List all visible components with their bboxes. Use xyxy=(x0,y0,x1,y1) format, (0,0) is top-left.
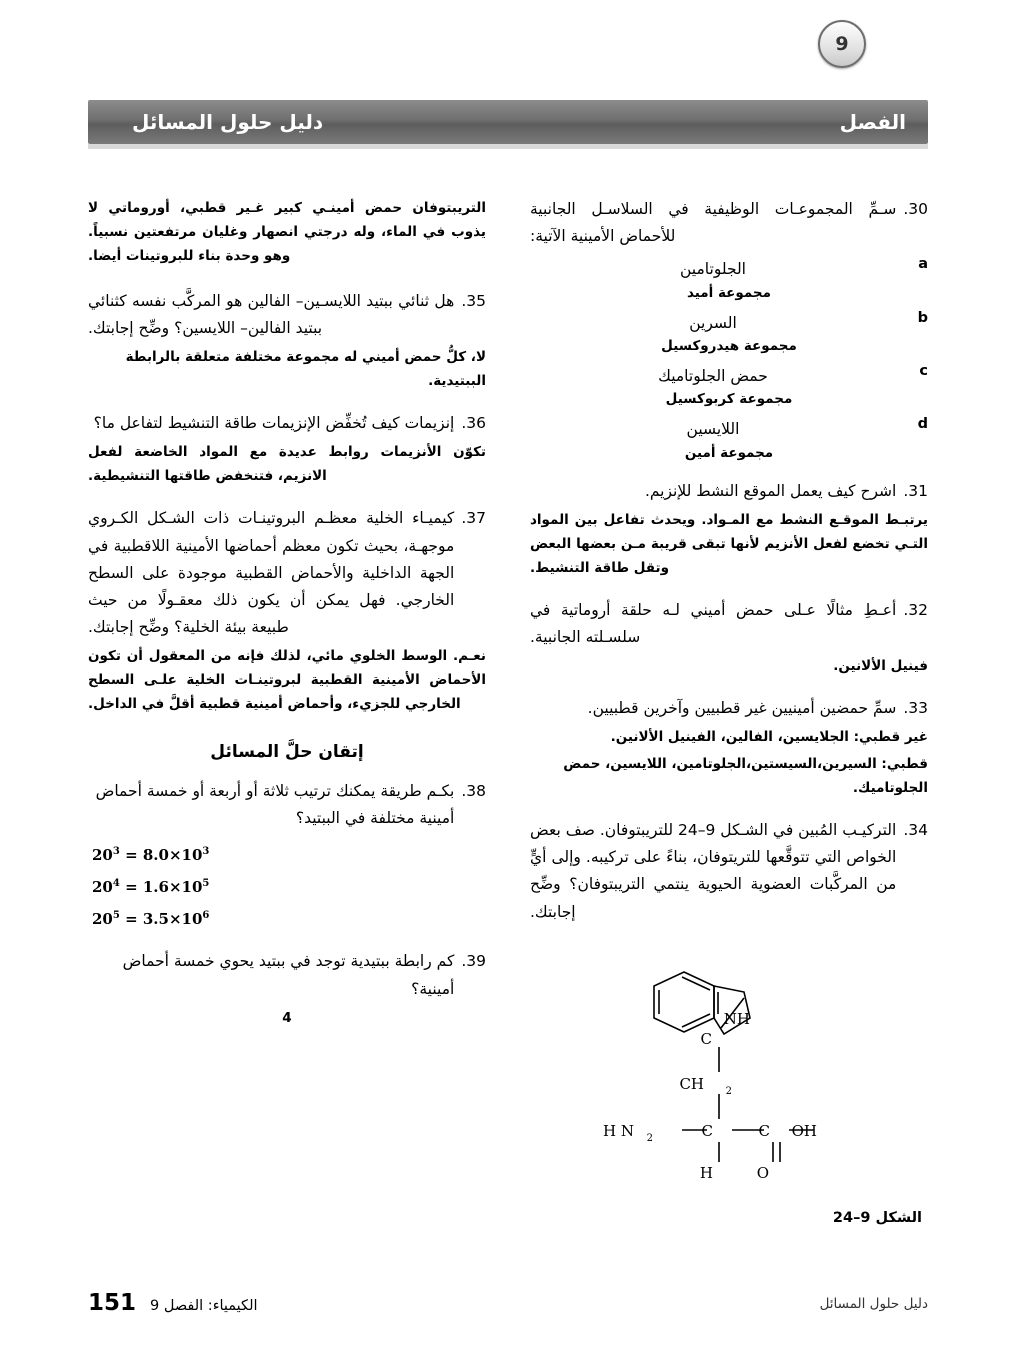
label-h: H xyxy=(699,1163,713,1182)
equation-row-3 xyxy=(92,910,486,928)
eq-exp: 3 xyxy=(112,846,120,858)
section-heading: إتقان حلَّ المسائل xyxy=(210,742,364,763)
eq-base: 20 xyxy=(92,878,113,897)
question-number: 39. xyxy=(461,952,486,971)
question-32 xyxy=(530,597,928,678)
subitem-d xyxy=(530,416,928,442)
answer-line-2: قطبي: السيرين،السيستين،الجلوتامين، اللايسين، حمض الجلوتاميك. xyxy=(563,756,928,797)
label-c-carbonyl: C xyxy=(758,1121,770,1140)
eq-exp: 4 xyxy=(112,878,120,890)
question-33 xyxy=(530,695,928,800)
question-number: 36. xyxy=(461,414,486,433)
label-nh: NH xyxy=(723,1009,750,1028)
chapter-number-badge: 9 xyxy=(818,20,866,68)
question-number: 31. xyxy=(903,481,928,500)
question-37 xyxy=(88,505,486,716)
label-ch2: CH xyxy=(679,1074,704,1093)
page-number: 151 xyxy=(88,1290,137,1316)
left-column xyxy=(88,196,486,1047)
right-column xyxy=(530,196,928,1226)
subitem-text: الجلوتامين xyxy=(680,260,746,279)
eq-exp: 5 xyxy=(112,910,120,922)
question-number: 35. xyxy=(461,292,486,311)
footer-left xyxy=(88,1290,258,1316)
question-text: سمِّ حمضين أمينيين غير قطبيين وآخرين قطبيين. xyxy=(587,699,897,718)
subitem-c xyxy=(530,363,928,389)
subitem-a-answer: مجموعة أميد xyxy=(686,284,771,301)
problem-39 xyxy=(88,948,486,1029)
answer-text: 4 xyxy=(282,1009,292,1026)
question-text: كيميـاء الخلية معظـم البروتينـات ذات الشـكل الكـروي موجهـة، بحيث تكون معظم أحماضها الأمينية اللاقطبية في الجهة الداخلية والأحماض القطبية موجودة على السطح الخارجي. فهل يمكن أن يكون ذلك معقـولًا من حيث طبيعة بيئة الخلية؟ وضِّح إجابتك. xyxy=(88,509,455,636)
eq-result-exp: 6 xyxy=(202,910,210,922)
label-o: O xyxy=(756,1163,769,1182)
subitem-label: a xyxy=(918,256,928,273)
answer-line-1: غير قطبي: الجلايسين، الفالين، الفينيل الألانين. xyxy=(610,729,928,746)
answer-text-tryptophan: التريبتوفان حمض أمينـي كبير غـير قطبي، أوروماتي لا يذوب في الماء، وله درجتي انصهار وغليان مرتفعتين نسبياً. وهو وحدة بناء للبروتينات أيضا. xyxy=(88,200,486,265)
subitem-label: d xyxy=(917,416,928,433)
question-36 xyxy=(88,410,486,488)
label-c-ring: C xyxy=(700,1029,712,1048)
footer-course-label: الكيمياء: الفصل 9 xyxy=(150,1298,258,1314)
header-title: دليل حلول المسائل xyxy=(132,110,324,134)
subitem-list xyxy=(530,256,928,460)
subitem-a xyxy=(530,256,928,282)
question-number: 32. xyxy=(903,600,928,619)
label-oh: OH xyxy=(791,1121,817,1140)
eq-result-exp: 5 xyxy=(202,878,210,890)
subitem-label: b xyxy=(917,309,928,326)
question-31 xyxy=(530,478,928,580)
answer-text: تكوّن الأنزيمات روابط عديدة مع المواد الخاضعة لفعل الانزيم، فتنخفض طاقتها التنشيطية. xyxy=(88,444,486,485)
eq-result: = 8.0×10 xyxy=(125,846,203,865)
tryptophan-structure-figure xyxy=(530,952,928,1226)
label-h2n-sub: 2 xyxy=(646,1132,653,1144)
question-text: أعـطِ مثالًا عـلى حمض أميني لـه حلقة أروماتية في سلسـلته الجانبية. xyxy=(530,600,897,646)
question-number: 30. xyxy=(903,200,928,218)
answer-text: فينيل الألانين. xyxy=(833,658,928,675)
question-text: التركيـب المُبين في الشـكل 9–24 للتريبتوفان. صف بعض الخواص التي تتوقَّعها للتريتوفان، بناءً على تركيبه. وإلى أيٍّ من المركَّبات العضوية الحيوية ينتمي التريبتوفان؟ وضِّح إجابتك. xyxy=(530,821,897,921)
subitem-text: اللايسين xyxy=(686,420,740,439)
label-h2n: H N xyxy=(603,1121,634,1140)
equation-row-2 xyxy=(92,878,486,896)
eq-base: 20 xyxy=(92,846,113,865)
question-text: اشرح كيف يعمل الموقع النشط للإنزيم. xyxy=(644,481,897,500)
subitem-c-answer: مجموعة كربوكسيل xyxy=(665,391,793,408)
label-ch2-sub: 2 xyxy=(725,1085,732,1097)
subitem-text: حمض الجلوتاميك xyxy=(658,366,768,385)
question-number: 38. xyxy=(461,782,486,801)
question-text: كم رابطة ببتيدية توجد في ببتيد يحوي خمسة أحماض أمينية؟ xyxy=(122,952,455,998)
question-30 xyxy=(530,196,928,461)
question-text: بكـم طريقة يمكنك ترتيب ثلاثة أو أربعة أو خمسة أحماض أمينية مختلفة في الببتيد؟ xyxy=(95,782,455,828)
page-header xyxy=(88,100,928,144)
question-35 xyxy=(88,288,486,393)
answer-text: يرتبـط الموقـع النشط مع المـواد. ويحدث تفاعل بين المواد التـي تخضع لفعل الأنزيم لأنها تبقى قريبة مـن بعضها البعض وتقل طاقة التنشيط. xyxy=(530,511,928,576)
subitem-text: السرين xyxy=(689,313,737,332)
equation-row-1 xyxy=(92,846,486,864)
question-text: سـمِّ المجموعـات الوظيفية في السلاسـل الجانبية للأحماض الأمينية الآتية: xyxy=(530,200,897,246)
question-number: 34. xyxy=(903,821,928,840)
problem-38 xyxy=(88,778,486,928)
subitem-b xyxy=(530,310,928,336)
eq-result: = 1.6×10 xyxy=(125,878,203,897)
question-34 xyxy=(530,817,928,926)
answer-text: لا، كلُّ حمض أميني له مجموعة مختلفة متعلقة بالرابطة الببتيدية. xyxy=(125,349,486,390)
question-number: 37. xyxy=(461,509,486,528)
label-c-alpha: C xyxy=(701,1121,713,1140)
eq-result-exp: 3 xyxy=(202,846,210,858)
subitem-label: c xyxy=(919,362,928,379)
figure-caption: الشكل 9–24 xyxy=(832,1209,922,1226)
eq-result: = 3.5×10 xyxy=(125,910,203,929)
subitem-d-answer: مجموعة أمين xyxy=(684,444,774,461)
question-text: إنزيمات كيف تُخفِّض الإنزيمات طاقة التنشيط لتفاعل ما؟ xyxy=(93,414,455,433)
subitem-b-answer: مجموعة هيدروكسيل xyxy=(661,337,797,354)
question-text: هل ثنائي ببتيد اللايسـين– الفالين هو المركَّب نفسه كثنائي ببتيد الفالين– اللايسين؟ وضِّح إجابتك. xyxy=(88,292,455,338)
header-chapter-label: الفصل xyxy=(839,110,906,134)
eq-base: 20 xyxy=(92,910,113,929)
tryptophan-diagram xyxy=(564,952,894,1202)
question-number: 33. xyxy=(903,699,928,718)
footer-right-label: دليل حلول المسائل xyxy=(819,1296,928,1312)
answer-text: نعـم. الوسط الخلوي مائي، لذلك فإنه من المعقول أن تكون الأحماض الأمينية القطبية لبروتينـات الخلية علـى السطح الخارجي للجزيء، وأحماض أمينية قطبية أقلَّ في الداخل. xyxy=(88,648,486,713)
